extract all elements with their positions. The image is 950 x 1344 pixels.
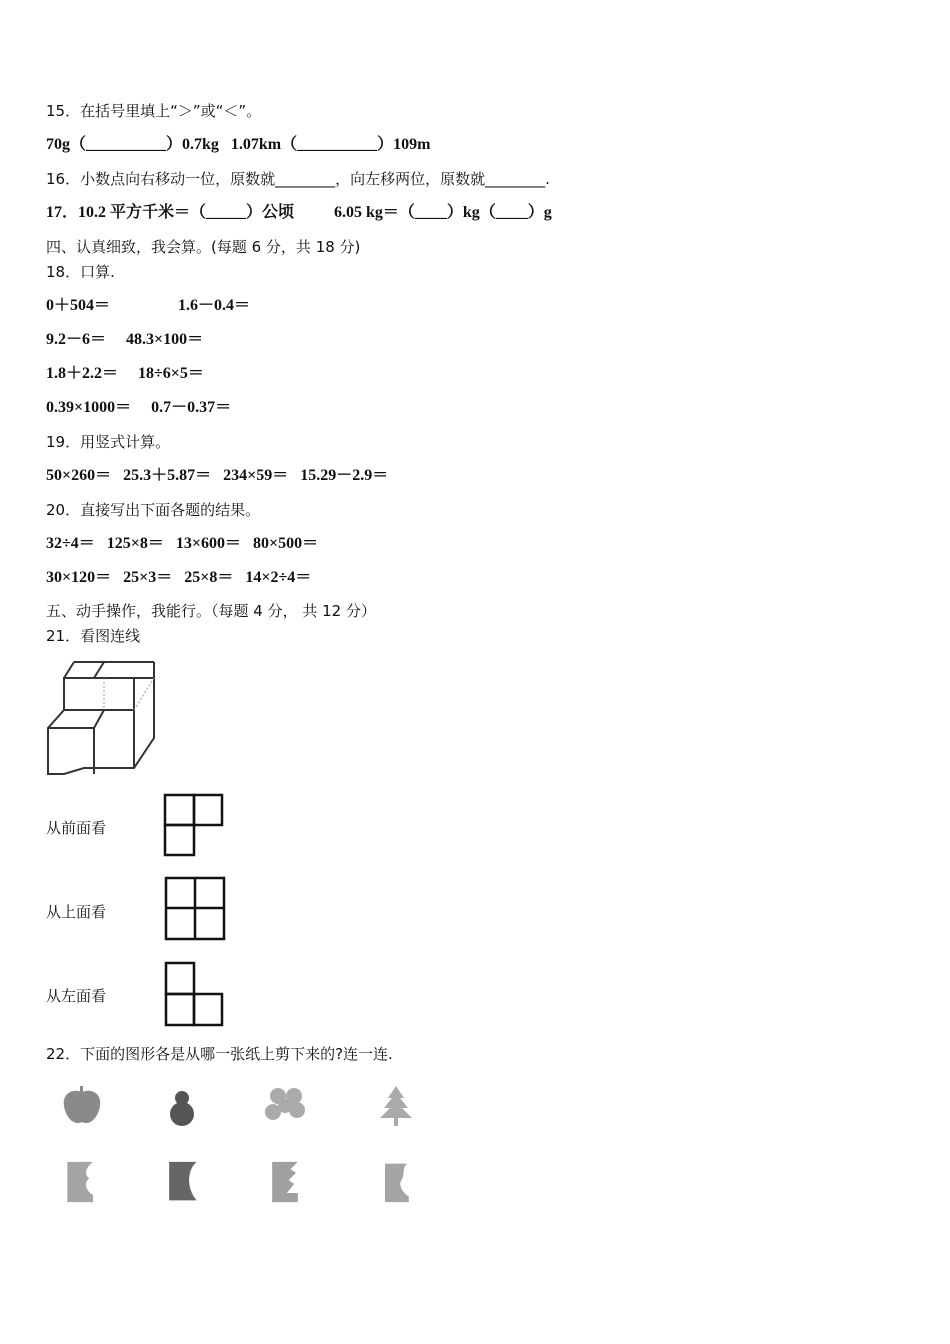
q18-row: 9.2－6＝ 48.3×100＝ — [46, 331, 204, 348]
section4-title: 四、认真细致，我会算。(每题 6 分，共 18 分) — [46, 238, 361, 256]
left-view-figure — [163, 960, 225, 1028]
q20-row: 30×120＝ 25×3＝ 25×8＝ 14×2÷4＝ — [46, 569, 312, 586]
clover-cutout-icon — [263, 1084, 307, 1128]
q20-title: 20．直接写出下面各题的结果。 — [46, 501, 261, 519]
paper-apple-hole-icon — [60, 1160, 104, 1204]
q19-line: 50×260＝ 25.3＋5.87＝ 234×59＝ 15.29－2.9＝ — [46, 467, 389, 484]
q16-title: 16．小数点向右移动一位，原数就________，向左移两位，原数就________. — [46, 170, 550, 188]
q20-row: 32÷4＝ 125×8＝ 13×600＝ 80×500＝ — [46, 535, 319, 552]
paper-tree-hole-icon — [263, 1160, 307, 1204]
q18-row: 0.39×1000＝ 0.7－0.37＝ — [46, 399, 232, 416]
view-label-top: 从上面看 — [46, 903, 107, 921]
apple-cutout-icon — [60, 1084, 104, 1128]
view-label-front: 从前面看 — [46, 819, 107, 837]
front-view-figure — [163, 792, 225, 858]
q18-row: 0＋504＝ 1.6－0.4＝ — [46, 297, 251, 314]
q15-title: 15．在括号里填上“＞”或“＜”。 — [46, 102, 262, 120]
q21-title: 21．看图连线 — [46, 627, 141, 645]
q19-title: 19．用竖式计算。 — [46, 433, 171, 451]
section5-title: 五、动手操作，我能行。（每题 4 分， 共 12 分） — [46, 602, 376, 620]
q17-title: 17．10.2 平方千米＝（_____）公顷 6.05 kg＝（____）kg（____）g — [46, 204, 552, 221]
q22-title: 22．下面的图形各是从哪一张纸上剪下来的?连一连. — [46, 1045, 393, 1063]
view-label-left: 从左面看 — [46, 987, 107, 1005]
paper-gourd-hole-icon — [160, 1160, 204, 1204]
gourd-cutout-icon — [160, 1084, 204, 1128]
paper-clover-hole-icon — [374, 1160, 418, 1204]
q18-row: 1.8＋2.2＝ 18÷6×5＝ — [46, 365, 204, 382]
q15-line: 70g（__________）0.7kg 1.07km（__________）109m — [46, 136, 431, 153]
top-view-figure — [163, 876, 227, 942]
tree-cutout-icon — [374, 1084, 418, 1128]
q18-title: 18．口算. — [46, 263, 115, 281]
cube-stack-figure — [44, 658, 159, 776]
